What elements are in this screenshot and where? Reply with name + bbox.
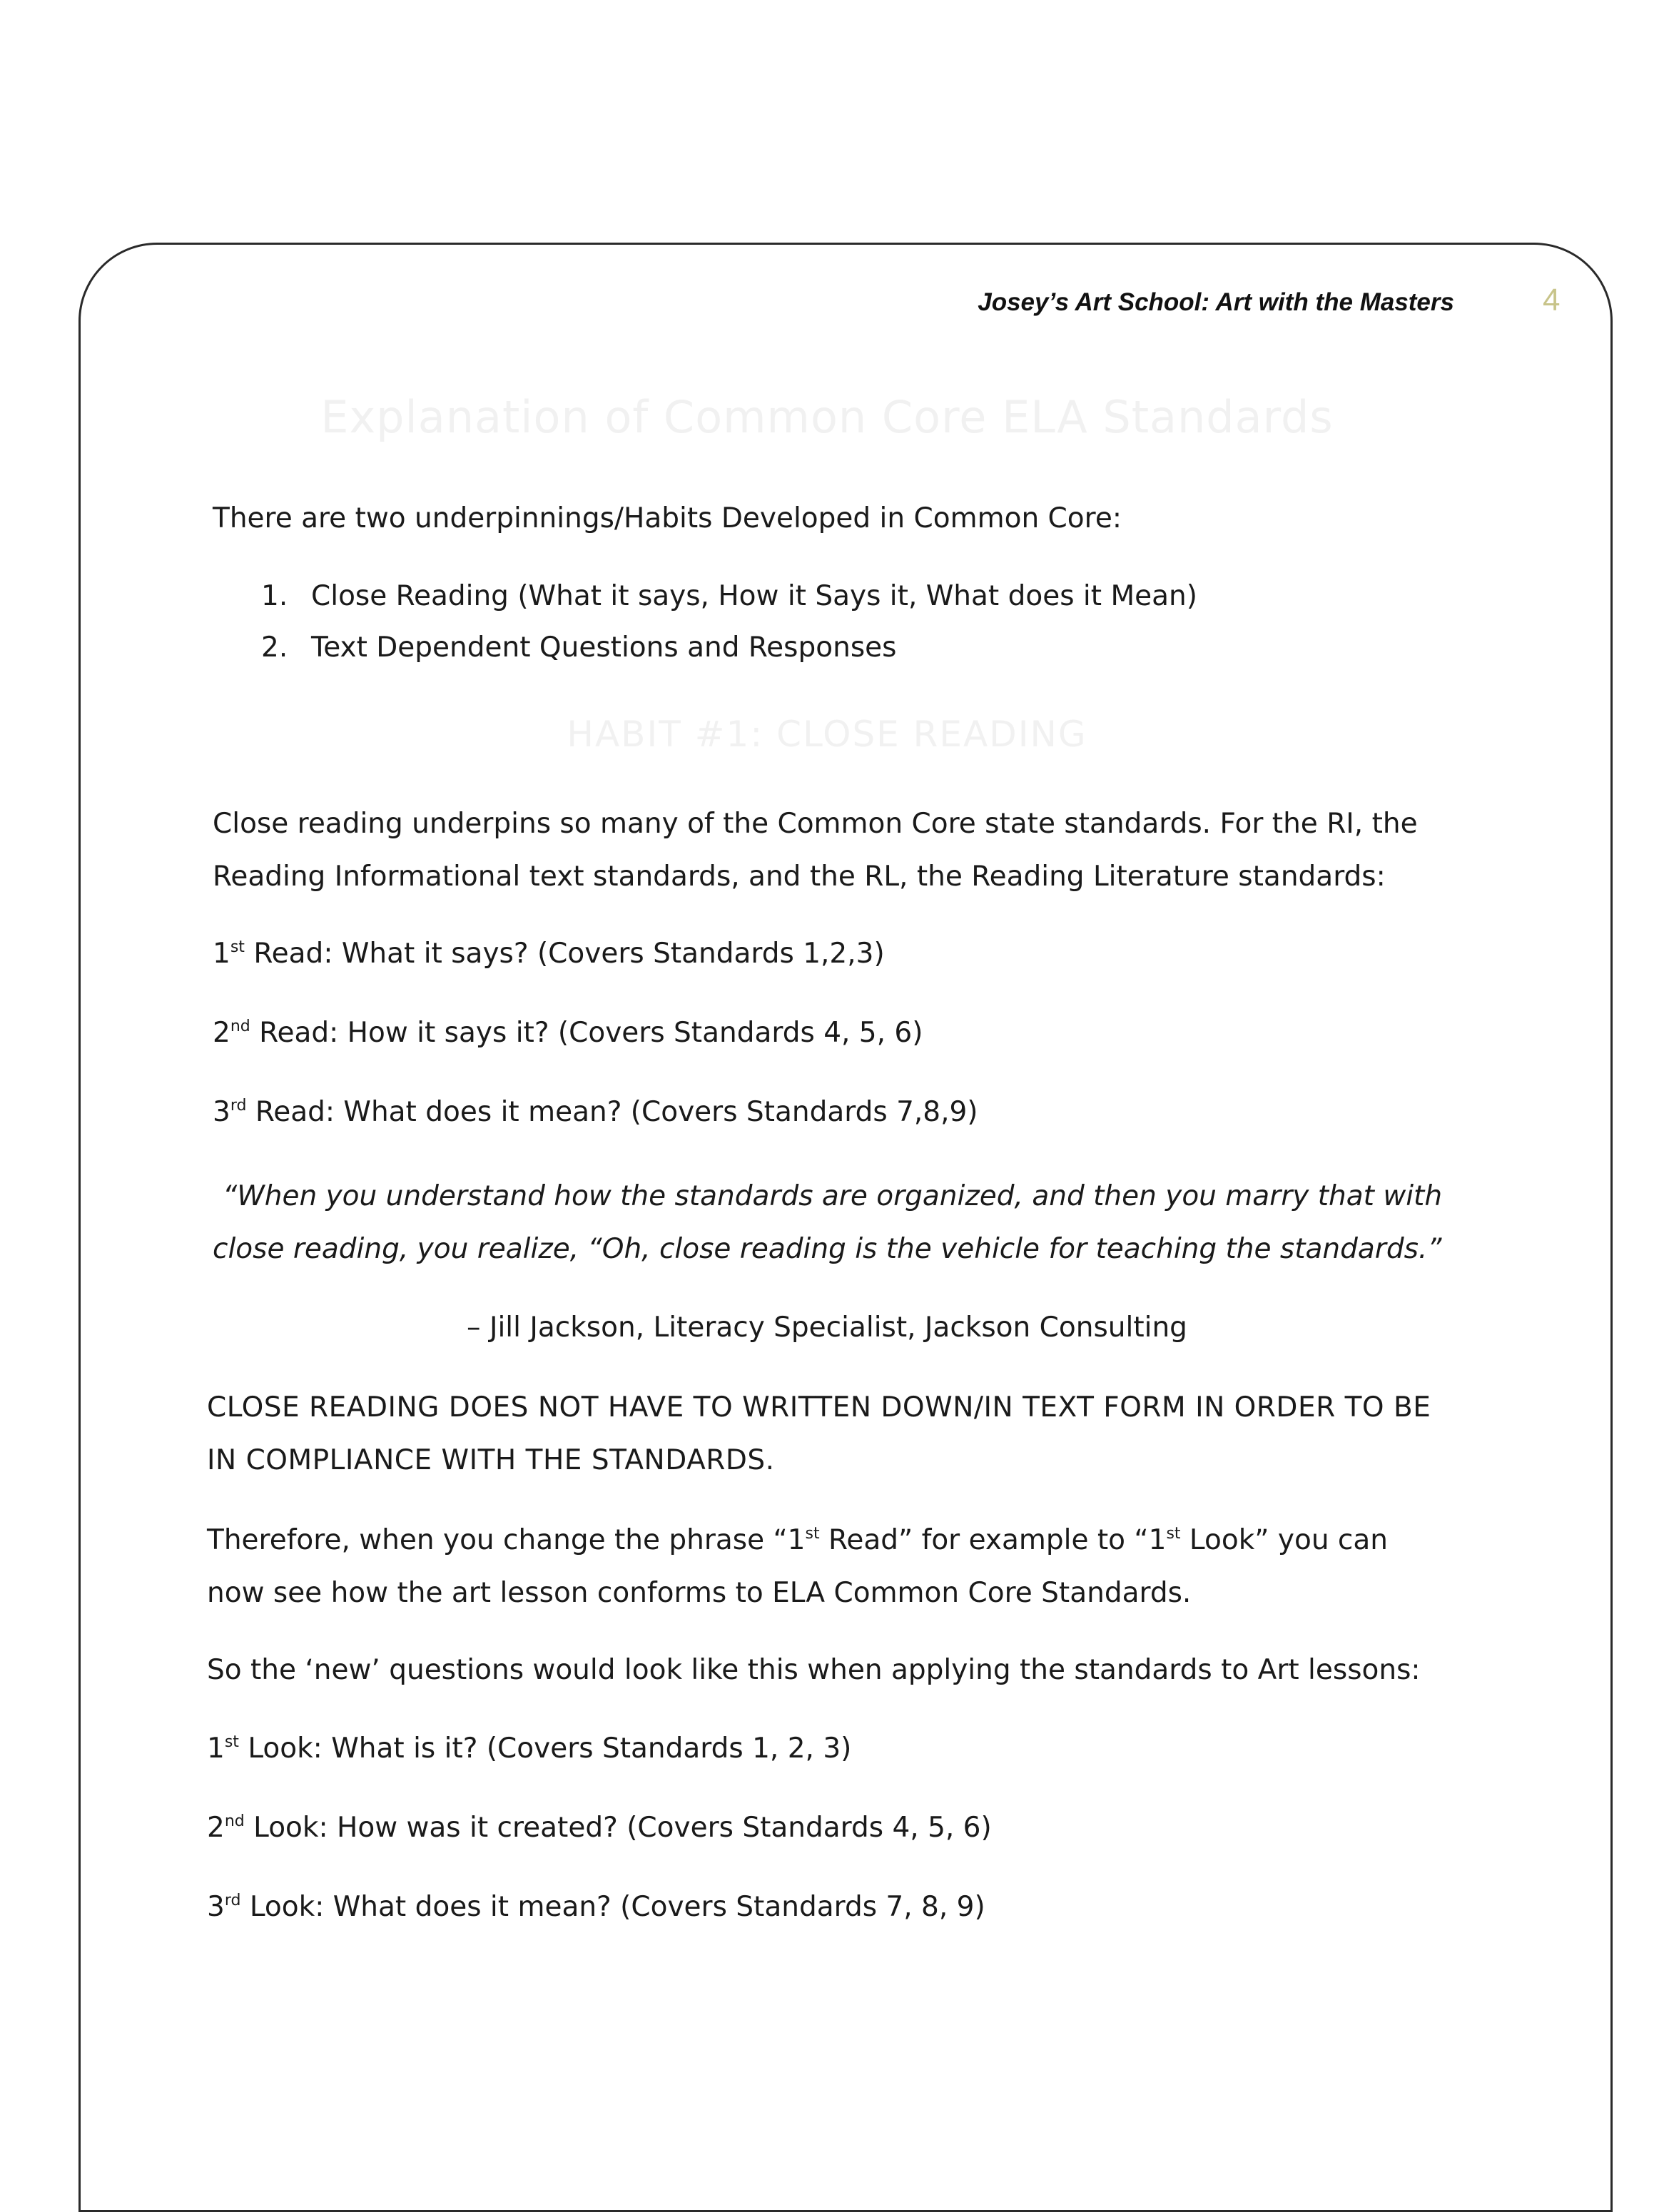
- list-item: [261, 622, 1197, 674]
- text-fragment: Read” for example to “1: [819, 1524, 1167, 1556]
- read-line-3: [213, 1086, 1497, 1139]
- new-questions-text: So the ‘new’ questions would look like this when applying the standards to Art lessons:: [207, 1654, 1421, 1686]
- look-text: Look: What does it mean? (Covers Standards 7, 8, 9): [240, 1891, 985, 1923]
- ordinal-suffix: rd: [224, 1892, 241, 1909]
- ordinal-suffix: st: [805, 1525, 820, 1543]
- ordinal-number: 1: [207, 1732, 225, 1765]
- paragraph-line: Close reading underpins so many of the Common Core state standards. For the RI, the: [213, 808, 1418, 840]
- list-number: 1.: [261, 580, 288, 612]
- ordinal-suffix: st: [1166, 1525, 1181, 1543]
- intro-text: There are two underpinnings/Habits Developed in Common Core:: [213, 502, 1122, 534]
- close-reading-paragraph: [213, 798, 1497, 903]
- quote-line: “When you understand how the standards are organized, and then you marry that with: [223, 1180, 1443, 1212]
- notice-paragraph: [207, 1381, 1491, 1487]
- notice-line: CLOSE READING DOES NOT HAVE TO WRITTEN DOWN/IN TEXT FORM IN ORDER TO BE: [207, 1391, 1431, 1424]
- list-number: 2.: [261, 631, 288, 664]
- list-text: Text Dependent Questions and Responses: [311, 631, 897, 664]
- look-line-3: [207, 1881, 1491, 1934]
- faded-section-title: Explanation of Common Core ELA Standards: [320, 391, 1334, 443]
- therefore-paragraph: [207, 1514, 1491, 1620]
- look-text: Look: How was it created? (Covers Standards 4, 5, 6): [244, 1812, 992, 1844]
- read-text: Read: How it says it? (Covers Standards 4, 5, 6): [250, 1017, 923, 1049]
- ordinal-number: 2: [213, 1017, 230, 1049]
- habits-list: [261, 571, 1197, 674]
- notice-line: IN COMPLIANCE WITH THE STANDARDS.: [207, 1444, 775, 1476]
- look-text: Look: What is it? (Covers Standards 1, 2, 3): [238, 1732, 852, 1765]
- read-text: Read: What does it mean? (Covers Standards 7,8,9): [246, 1096, 978, 1128]
- faded-habit-heading: HABIT #1: CLOSE READING: [567, 714, 1087, 755]
- read-line-2: [213, 1007, 1497, 1060]
- ordinal-suffix: rd: [230, 1097, 247, 1115]
- page-number: 4: [1543, 283, 1561, 318]
- therefore-line-2: now see how the art lesson conforms to ELA Common Core Standards.: [207, 1577, 1192, 1609]
- read-line-1: [213, 928, 1497, 980]
- header-title: Josey’s Art School: Art with the Masters: [978, 288, 1454, 316]
- text-fragment: Look” you can: [1180, 1524, 1388, 1556]
- ordinal-suffix: st: [224, 1733, 239, 1751]
- ordinal-number: 2: [207, 1812, 225, 1844]
- look-line-1: [207, 1723, 1491, 1775]
- list-text: Close Reading (What it says, How it Says it, What does it Mean): [311, 580, 1197, 612]
- ordinal-number: 3: [207, 1891, 225, 1923]
- quote-line: close reading, you realize, “Oh, close reading is the vehicle for teaching the standards.”: [213, 1233, 1442, 1265]
- list-item: [261, 571, 1197, 622]
- text-fragment: Therefore, when you change the phrase “1: [207, 1524, 806, 1556]
- paragraph-line: Reading Informational text standards, and the RL, the Reading Literature standards:: [213, 861, 1386, 893]
- ordinal-number: 1: [213, 938, 230, 970]
- ordinal-suffix: st: [230, 938, 245, 956]
- quote-attribution: – Jill Jackson, Literacy Specialist, Jackson Consulting: [467, 1312, 1187, 1344]
- ordinal-suffix: nd: [224, 1812, 245, 1830]
- look-line-2: [207, 1802, 1491, 1855]
- ordinal-suffix: nd: [230, 1018, 250, 1035]
- read-text: Read: What it says? (Covers Standards 1,2,3): [244, 938, 885, 970]
- ordinal-number: 3: [213, 1096, 230, 1128]
- quote-block: [213, 1170, 1497, 1276]
- therefore-line-1: [207, 1514, 1491, 1567]
